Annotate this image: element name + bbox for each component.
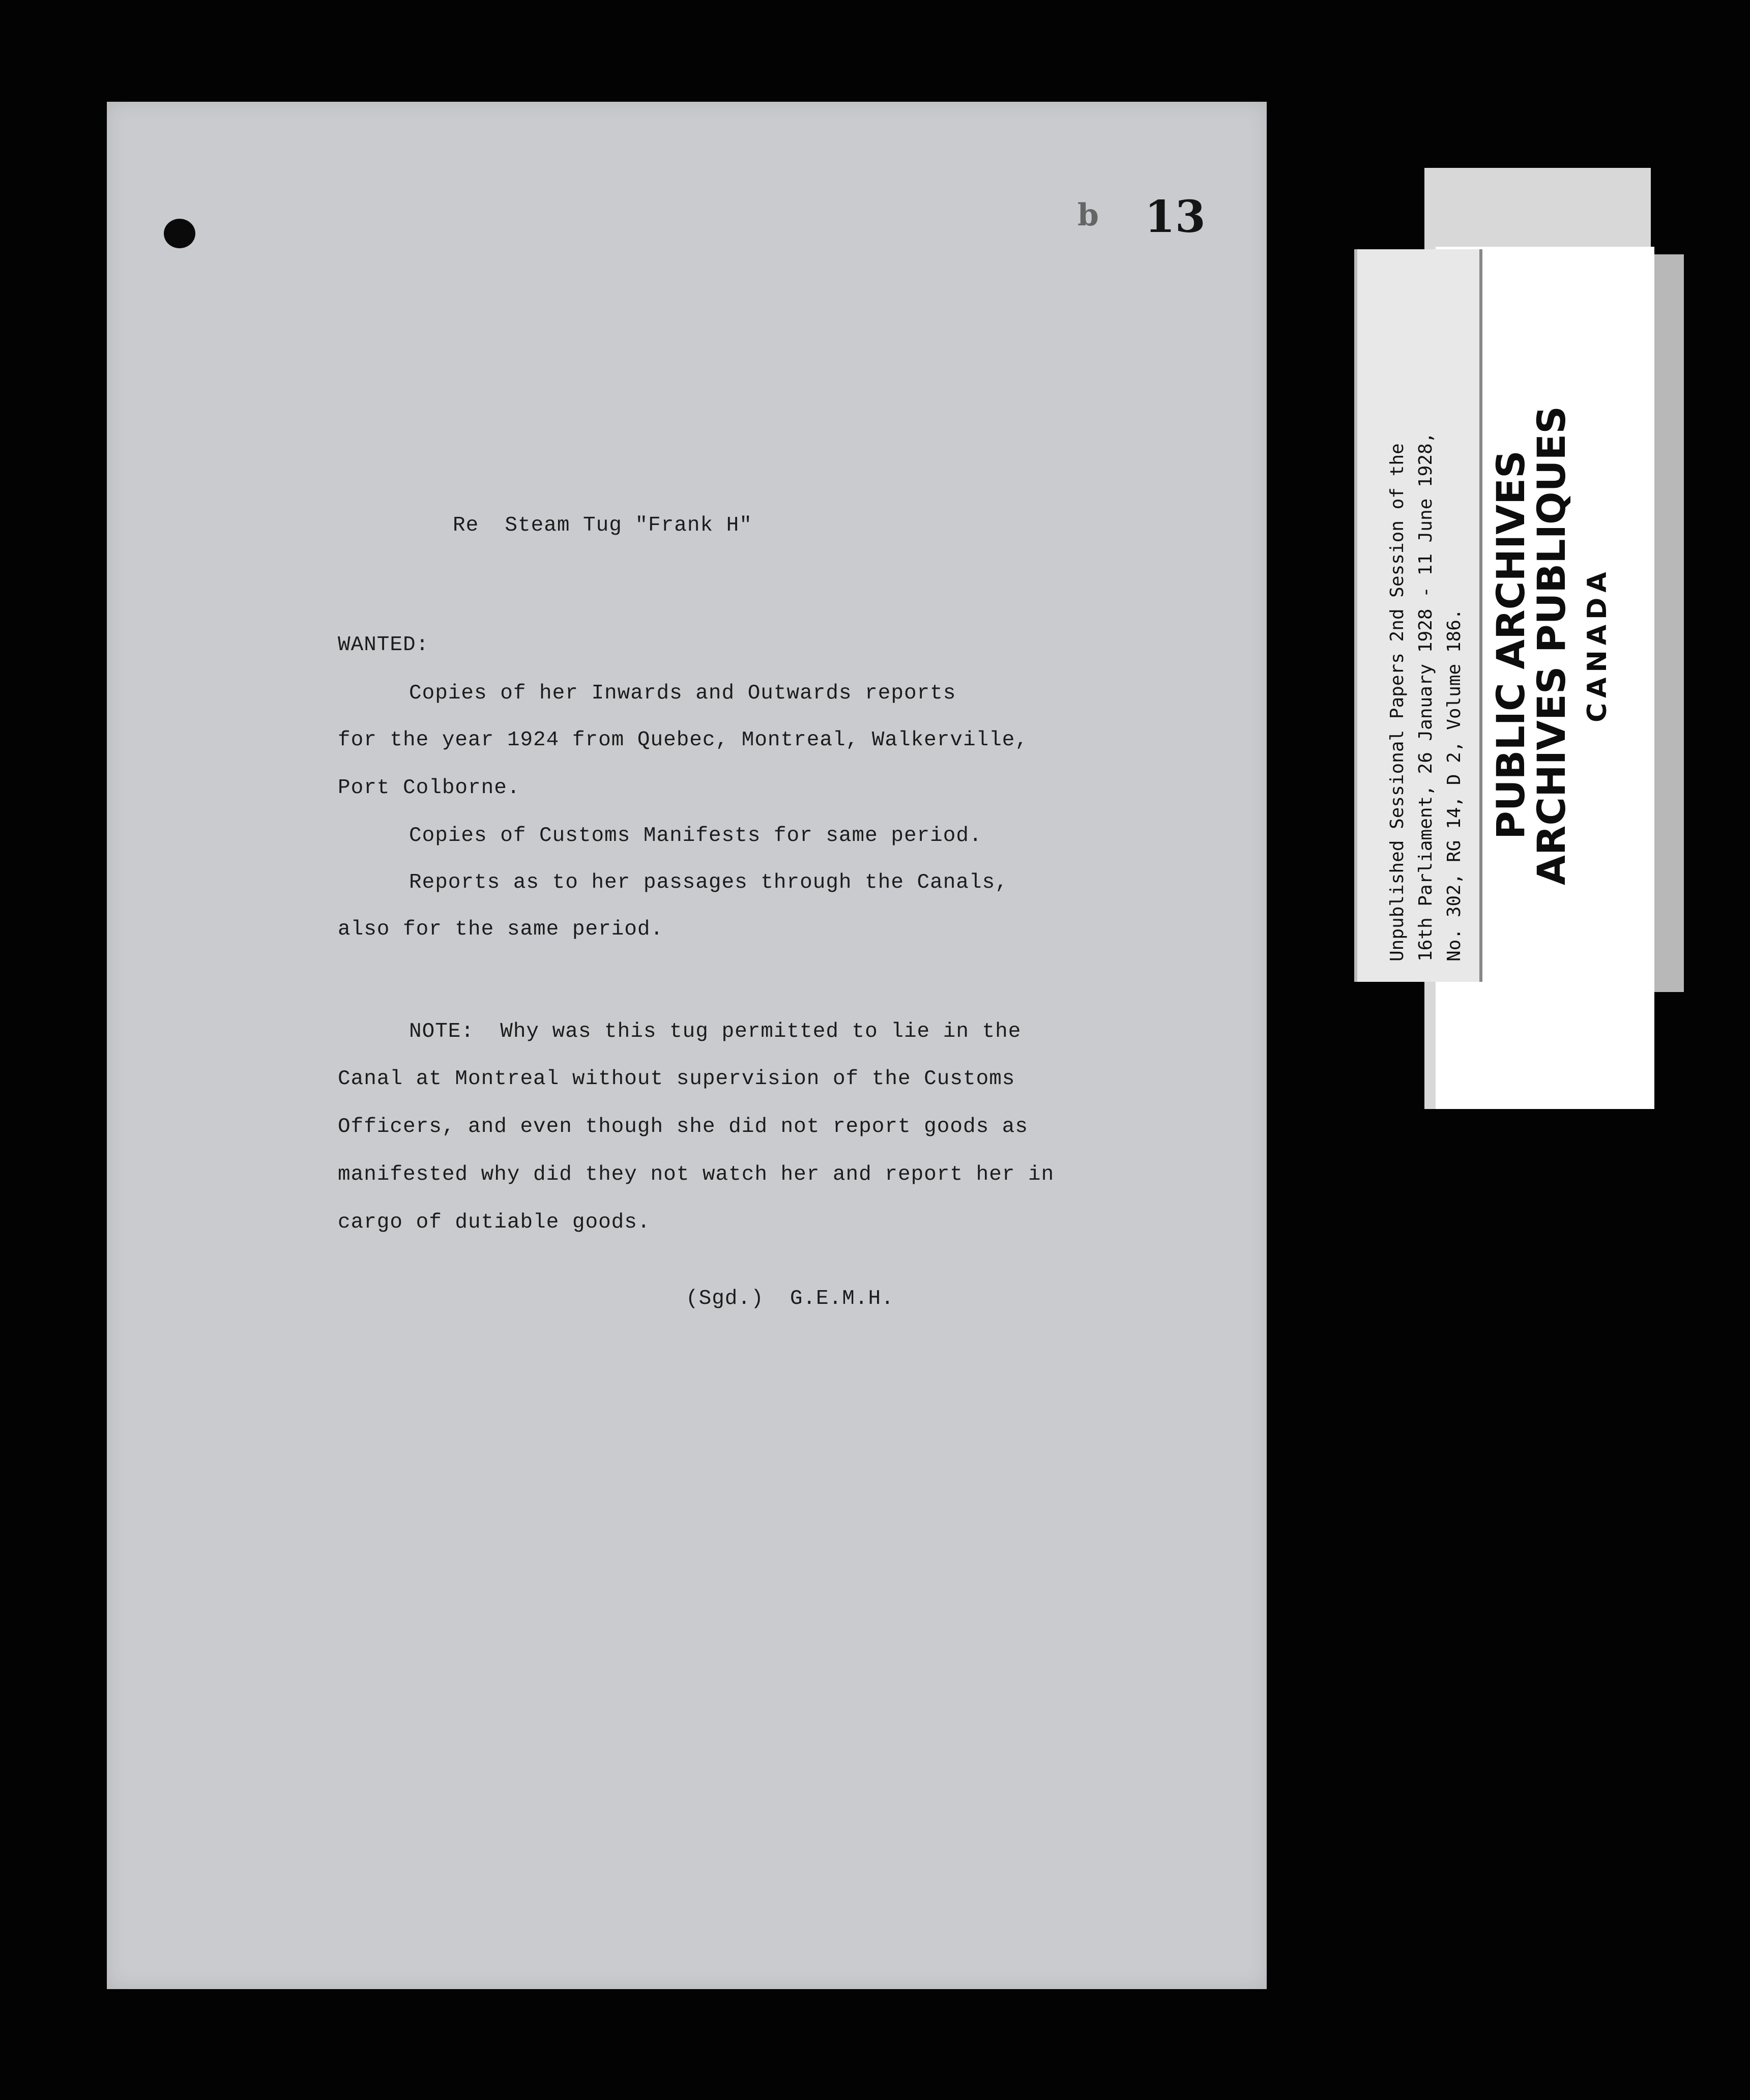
wanted-line-5: Reports as to her passages through the Canals, xyxy=(409,871,1008,894)
document-sheet xyxy=(107,102,1267,1989)
wanted-line-4: Copies of Customs Manifests for same period. xyxy=(409,824,982,848)
archive-source-line-3: No. 302, RG 14, D 2, Volume 186. xyxy=(1444,608,1465,961)
wanted-line-2: for the year 1924 from Quebec, Montreal, Walkerville, xyxy=(338,728,1029,752)
note-line-4: manifested why did they not watch her and report her in xyxy=(338,1163,1055,1186)
wanted-heading: WANTED: xyxy=(338,633,429,657)
note-line-5: cargo of dutiable goods. xyxy=(338,1211,651,1234)
public-archives-heading: PUBLIC ARCHIVES xyxy=(1488,450,1533,839)
note-line-3: Officers, and even though she did not report goods as xyxy=(338,1115,1029,1139)
note-line-2: Canal at Montreal without supervision of the Customs xyxy=(338,1067,1015,1091)
subject-line: Re Steam Tug "Frank H" xyxy=(453,514,752,537)
signature: (Sgd.) G.E.M.H. xyxy=(686,1287,894,1310)
archives-publiques-heading: ARCHIVES PUBLIQUES xyxy=(1529,406,1574,885)
note-line-1: NOTE: Why was this tug permitted to lie in the xyxy=(409,1020,1022,1043)
wanted-line-1: Copies of her Inwards and Outwards reports xyxy=(409,682,956,705)
archive-source-line-1: Unpublished Sessional Papers 2nd Session of the xyxy=(1387,443,1408,961)
canada-heading: CANADA xyxy=(1582,567,1613,722)
page-number: 13 xyxy=(1145,191,1206,243)
punch-hole xyxy=(164,219,195,248)
wanted-line-6: also for the same period. xyxy=(338,918,664,941)
corner-mark: b xyxy=(1077,197,1099,233)
wanted-line-3: Port Colborne. xyxy=(338,776,520,800)
archive-source-line-2: 16th Parliament, 26 January 1928 - 11 June 1928, xyxy=(1415,432,1436,961)
